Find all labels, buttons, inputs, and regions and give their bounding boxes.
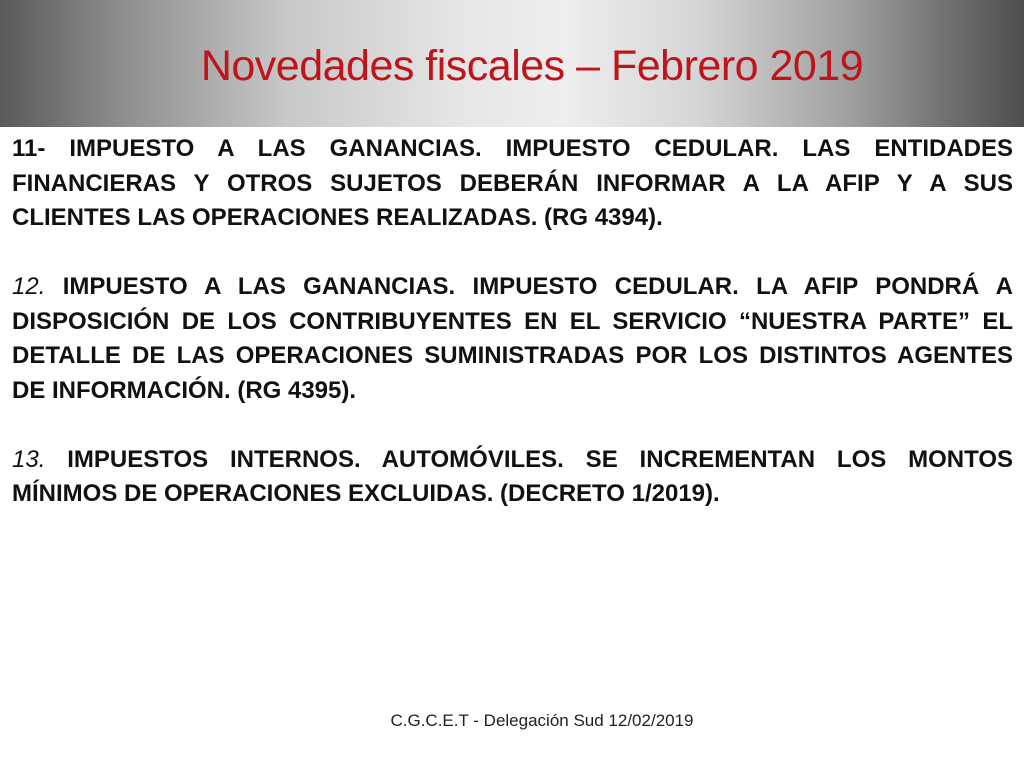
slide-content — [12, 132, 1013, 512]
list-item — [12, 443, 1013, 512]
item-text: IMPUESTO A LAS GANANCIAS. IMPUESTO CEDULAR. LAS ENTIDADES FINANCIERAS Y OTROS SUJETOS DEBERÁN INFORMAR A LA AFIP Y A SUS CLIENTES LAS OPERACIONES REALIZADAS. (RG 4394). — [12, 135, 1013, 231]
item-number: 12. — [12, 273, 46, 300]
list-item — [12, 270, 1013, 408]
slide-title: Novedades fiscales – Febrero 2019 — [200, 42, 864, 90]
item-number: 11- — [12, 135, 46, 162]
item-text: IMPUESTOS INTERNOS. AUTOMÓVILES. SE INCREMENTAN LOS MONTOS MÍNIMOS DE OPERACIONES EXCLUIDAS. (DECRETO 1/2019). — [12, 445, 1013, 507]
item-number: 13. — [12, 445, 46, 473]
list-item — [12, 132, 1013, 236]
item-text: IMPUESTO A LAS GANANCIAS. IMPUESTO CEDULAR. LA AFIP PONDRÁ A DISPOSICIÓN DE LOS CONTRIBUYENTES EN EL SERVICIO “NUESTRA PARTE” EL DETALLE DE LAS OPERACIONES SUMINISTRADAS POR LOS DISTINTOS AGENTES DE INFORMACIÓN. (RG 4395). — [12, 273, 1013, 404]
slide-footer: C.G.C.E.T - Delegación Sud 12/02/2019 — [390, 711, 694, 730]
